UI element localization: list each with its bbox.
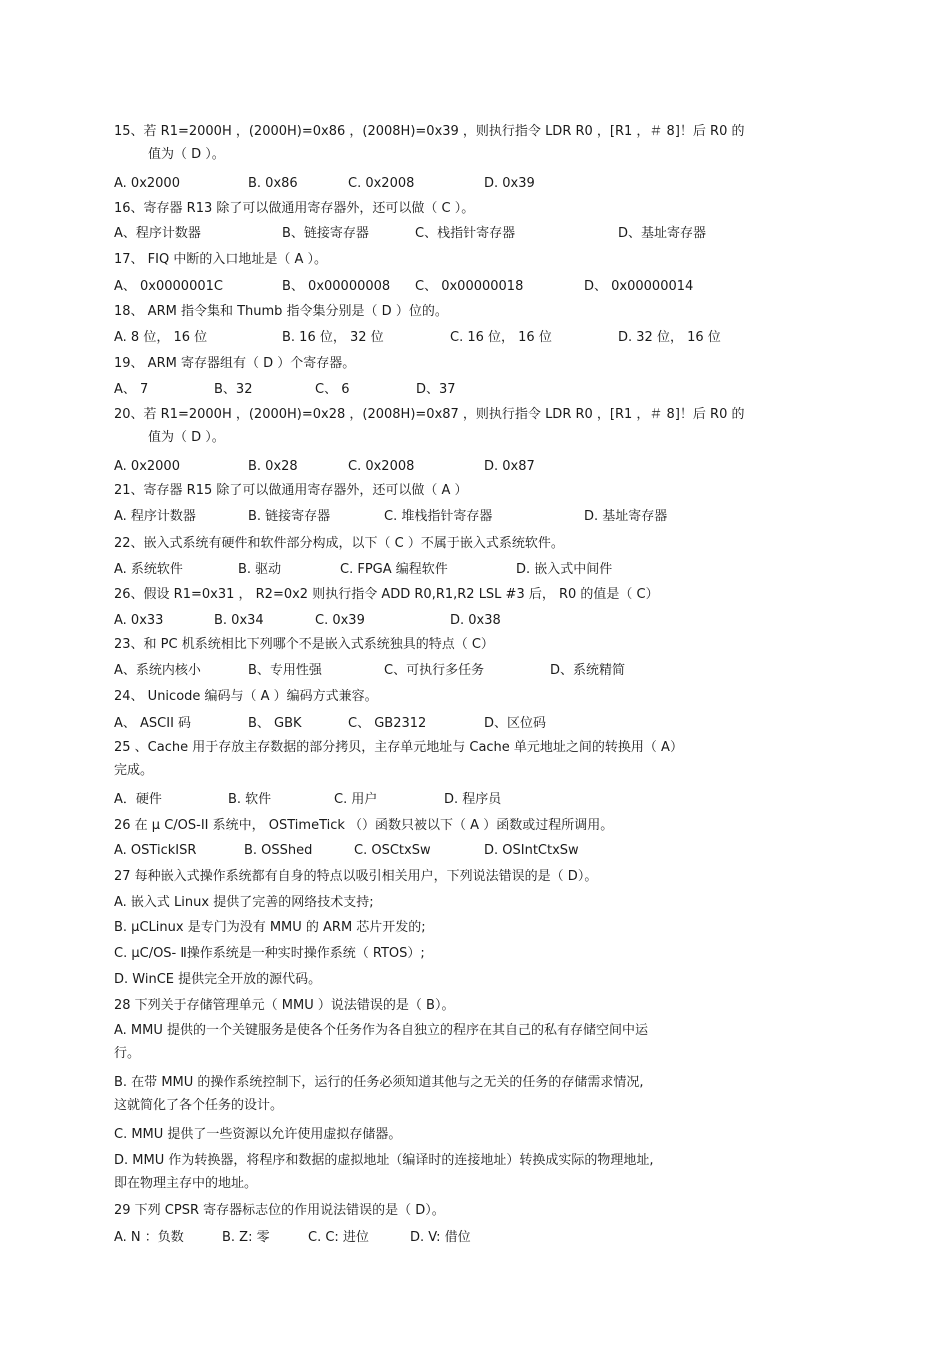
q19-option-b: B、32 — [214, 382, 253, 397]
q16-option-d: D、基址寄存器 — [618, 226, 707, 241]
q29-option-b: B. Z: 零 — [222, 1230, 270, 1245]
q15-option-b: B. 0x86 — [248, 176, 298, 191]
question-21-stem: 21、寄存器 R15 除了可以做通用寄存器外，还可以做（ A ） — [114, 483, 468, 498]
question-20-stem: 20、若 R1=2000H ，(2000H)=0x28 ，(2008H)=0x87 ，则执行指令 LDR R0 ，[R1 ，＃ 8]！后 R0 的 — [114, 407, 745, 422]
q21-option-a: A. 程序计数器 — [114, 509, 196, 524]
q27-option-d: D. WinCE 提供完全开放的源代码。 — [114, 972, 322, 987]
q16-option-a: A、程序计数器 — [114, 226, 201, 241]
q17-option-d: D、 0x00000014 — [584, 279, 694, 294]
q19-option-a: A、 7 — [114, 382, 149, 397]
q28-option-b-cont: 这就简化了各个任务的设计。 — [114, 1098, 284, 1113]
question-24-stem: 24、 Unicode 编码与（ A ）编码方式兼容。 — [114, 689, 378, 704]
q28-option-a-cont: 行。 — [114, 1046, 141, 1061]
q20-option-b: B. 0x28 — [248, 459, 298, 474]
q26a-option-a: A. 0x33 — [114, 613, 164, 628]
q26b-option-d: D. OSIntCtxSw — [484, 843, 579, 858]
q27-option-a: A. 嵌入式 Linux 提供了完善的网络技术支持; — [114, 895, 374, 910]
q20-option-c: C. 0x2008 — [348, 459, 415, 474]
q27-option-b: B. μCLinux 是专门为没有 MMU 的 ARM 芯片开发的; — [114, 920, 426, 935]
q28-option-d: D. MMU 作为转换器，将程序和数据的虚拟地址（编译时的连接地址）转换成实际的物理地址, — [114, 1153, 654, 1168]
q19-option-d: D、37 — [416, 382, 456, 397]
q16-option-c: C、栈指针寄存器 — [415, 226, 516, 241]
q15-option-a: A. 0x2000 — [114, 176, 180, 191]
question-26a-stem: 26、假设 R1=0x31 ， R2=0x2 则执行指令 ADD R0,R1,R2 LSL #3 后， R0 的值是（ C） — [114, 587, 659, 602]
q16-option-b: B、链接寄存器 — [282, 226, 369, 241]
question-20-stem-cont: 值为（ D ）。 — [148, 430, 225, 445]
q23-option-c: C、可执行多任务 — [384, 663, 485, 678]
q18-option-d: D. 32 位， 16 位 — [618, 330, 721, 345]
q17-option-c: C、 0x00000018 — [415, 279, 524, 294]
q17-option-b: B、 0x00000008 — [282, 279, 391, 294]
q28-option-b: B. 在带 MMU 的操作系统控制下，运行的任务必须知道其他与之无关的任务的存储需求情况, — [114, 1075, 644, 1090]
q26b-option-c: C. OSCtxSw — [354, 843, 431, 858]
q29-option-d: D. V: 借位 — [410, 1230, 471, 1245]
q24-option-d: D、区位码 — [484, 716, 547, 731]
question-18-stem: 18、 ARM 指令集和 Thumb 指令集分别是（ D ）位的。 — [114, 304, 448, 319]
q26b-option-b: B. OSShed — [244, 843, 313, 858]
question-25-stem-cont: 完成。 — [114, 763, 154, 778]
q24-option-c: C、 GB2312 — [348, 716, 427, 731]
q23-option-a: A、系统内核小 — [114, 663, 201, 678]
q26a-option-d: D. 0x38 — [450, 613, 501, 628]
question-29-stem: 29 下列 CPSR 寄存器标志位的作用说法错误的是（ D）。 — [114, 1203, 445, 1218]
q28-option-c: C. MMU 提供了一些资源以允许使用虚拟存储器。 — [114, 1127, 402, 1142]
question-15-stem-cont: 值为（ D ）。 — [148, 147, 225, 162]
q23-option-b: B、专用性强 — [248, 663, 322, 678]
q21-option-b: B. 链接寄存器 — [248, 509, 331, 524]
q26a-option-c: C. 0x39 — [315, 613, 365, 628]
question-19-stem: 19、 ARM 寄存器组有（ D ）个寄存器。 — [114, 356, 356, 371]
q25-option-b: B. 软件 — [228, 792, 272, 807]
q28-option-a: A. MMU 提供的一个关键服务是使各个任务作为各自独立的程序在其自己的私有存储空间中运 — [114, 1023, 649, 1038]
question-27-stem: 27 每种嵌入式操作系统都有自身的特点以吸引相关用户，下列说法错误的是（ D）。 — [114, 869, 598, 884]
q22-option-a: A. 系统软件 — [114, 562, 183, 577]
q26a-option-b: B. 0x34 — [214, 613, 264, 628]
q21-option-d: D. 基址寄存器 — [584, 509, 668, 524]
q17-option-a: A、 0x0000001C — [114, 279, 223, 294]
question-16-stem: 16、寄存器 R13 除了可以做通用寄存器外，还可以做（ C ）。 — [114, 201, 475, 216]
q15-option-d: D. 0x39 — [484, 176, 535, 191]
q22-option-b: B. 驱动 — [238, 562, 282, 577]
q21-option-c: C. 堆栈指针寄存器 — [384, 509, 493, 524]
q25-option-d: D. 程序员 — [444, 792, 502, 807]
q18-option-c: C. 16 位， 16 位 — [450, 330, 552, 345]
q29-option-c: C. C: 进位 — [308, 1230, 369, 1245]
q20-option-a: A. 0x2000 — [114, 459, 180, 474]
q15-option-c: C. 0x2008 — [348, 176, 415, 191]
q27-option-c: C. μC/OS- Ⅱ操作系统是一种实时操作系统（ RTOS）; — [114, 946, 425, 961]
q25-option-a: A．硬件 — [114, 792, 162, 807]
question-23-stem: 23、和 PC 机系统相比下列哪个不是嵌入式系统独具的特点（ C） — [114, 637, 494, 652]
question-26b-stem: 26 在 μ C/OS-II 系统中， OSTimeTick （）函数只被以下（ A ）函数或过程所调用。 — [114, 818, 614, 833]
q24-option-a: A、 ASCII 码 — [114, 716, 192, 731]
q19-option-c: C、 6 — [315, 382, 350, 397]
q22-option-d: D. 嵌入式中间件 — [516, 562, 613, 577]
q20-option-d: D. 0x87 — [484, 459, 535, 474]
q22-option-c: C. FPGA 编程软件 — [340, 562, 448, 577]
q23-option-d: D、系统精简 — [550, 663, 626, 678]
question-28-stem: 28 下列关于存储管理单元（ MMU ）说法错误的是（ B）。 — [114, 998, 455, 1013]
question-25-stem: 25 、Cache 用于存放主存数据的部分拷贝，主存单元地址与 Cache 单元地址之间的转换用（ A） — [114, 740, 683, 755]
q28-option-d-cont: 即在物理主存中的地址。 — [114, 1176, 258, 1191]
q18-option-a: A. 8 位， 16 位 — [114, 330, 208, 345]
q24-option-b: B、 GBK — [248, 716, 302, 731]
question-22-stem: 22、嵌入式系统有硬件和软件部分构成，以下（ C ）不属于嵌入式系统软件。 — [114, 536, 564, 551]
q18-option-b: B. 16 位， 32 位 — [282, 330, 384, 345]
q25-option-c: C. 用户 — [334, 792, 378, 807]
question-15-stem: 15、若 R1=2000H ，(2000H)=0x86 ，(2008H)=0x39 ，则执行指令 LDR R0 ，[R1 ，＃ 8]！后 R0 的 — [114, 124, 745, 139]
question-17-stem: 17、 FIQ 中断的入口地址是（ A ）。 — [114, 252, 328, 267]
q29-option-a: A. N ：负数 — [114, 1230, 184, 1245]
q26b-option-a: A. OSTickISR — [114, 843, 197, 858]
